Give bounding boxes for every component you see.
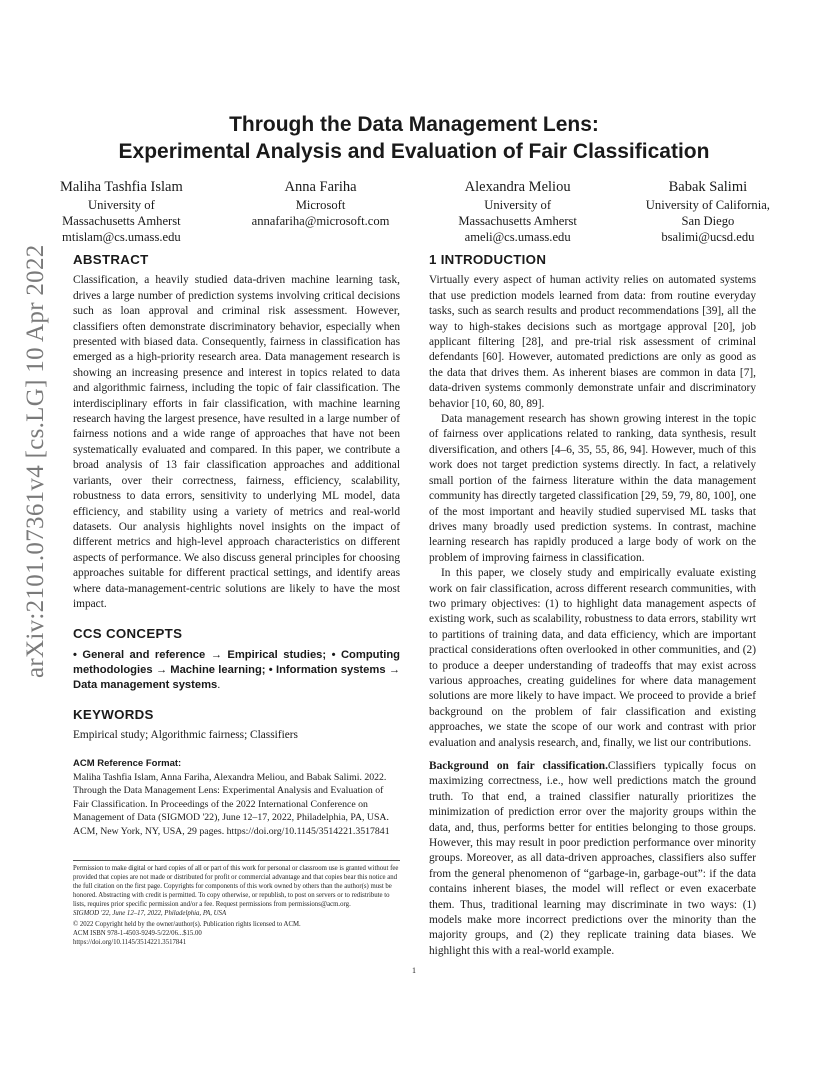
author-name: Maliha Tashfia Islam xyxy=(60,179,183,195)
intro-paragraph-2: Data management research has shown growing interest in the topic of fairness over applications related to ranking, data synthesis, result diversification, and others [4–6, 35, 55, 86, 94]. However, much of this work does not target prediction systems directly. In fact, a relatively small portion of the fairness literature within the data management community has directly targeted classification [29, 59, 79, 80, 100], one of the most important and heavily studied supervised ML tasks that drives many broadly used prediction systems. In contrast, machine learning research has rapidly produced a large body of work on the problem of improving fairness in classification. xyxy=(429,413,756,564)
doi-link[interactable]: https://doi.org/10.1145/3514221.3517841 xyxy=(73,939,187,947)
ccs-period: . xyxy=(217,678,221,691)
author-affiliation: Microsoft xyxy=(295,198,346,212)
abstract-heading: ABSTRACT xyxy=(73,252,149,267)
author-4 xyxy=(646,178,770,246)
copyright-line: © 2022 Copyright held by the owner/author(s). Publication rights licensed to ACM. xyxy=(73,921,301,929)
author-affiliation: San Diego xyxy=(681,214,735,229)
author-affiliation: Massachusetts Amherst xyxy=(62,214,181,229)
venue-line: SIGMOD '22, June 12–17, 2022, Philadelphia, PA, USA xyxy=(73,909,227,917)
author-name: Babak Salimi xyxy=(668,179,748,195)
author-affiliation: University of xyxy=(484,198,552,212)
right-column xyxy=(429,252,756,959)
author-name: Anna Fariha xyxy=(284,179,357,195)
author-block xyxy=(60,178,770,246)
arxiv-stamp: arXiv:2101.07361v4 [cs.LG] 10 Apr 2022 xyxy=(22,244,49,678)
author-1 xyxy=(60,178,183,246)
author-email[interactable]: annafariha@microsoft.com xyxy=(251,214,390,229)
author-affiliation: University of California, xyxy=(645,198,770,212)
background-text: Classifiers typically focus on maximizing correctness, i.e., how well predictions match the ground truth. To that end, a trained classifier naturally prioritizes the minimization of prediction error over the majority groups within the data, and, thus, performs better for entities belonging to those groups. However, this may result in poor prediction performance over minority groups. Moreover, as all data-driven approaches, classifiers also suffer from the general phenomenon of “garbage-in, garbage-out”: if the data contains inherent biases, the model will reflect or even exacerbate them. Thus, traditional learning may discriminate in two ways: (1) models make more incorrect predictions over the minority than the majority groups, and (2) they replicate training data biases. We highlight this with a real-world example. xyxy=(429,760,756,957)
author-email[interactable]: ameli@cs.umass.edu xyxy=(464,230,571,245)
keywords-heading: KEYWORDS xyxy=(73,706,154,722)
title-line-2: Experimental Analysis and Evaluation of Fair Classification xyxy=(118,140,710,163)
intro-paragraph-1: Virtually every aspect of human activity relies on automated systems that use prediction models learned from data: from routine everyday tasks, such as search results and product recommendations [39], all the way to high-stakes decisions such as mortgage approval [20], job applicant filtering [28], and pre-trial risk assessment of criminal defendants [60]. However, automated predictions are only as good as the data that drives them. As inherent biases are common in data [7], data-driven systems commonly demonstrate unfair and discriminatory behavior [10, 60, 80, 89]. xyxy=(429,274,756,410)
paper-title xyxy=(0,111,828,165)
background-heading: Background on fair classification. xyxy=(429,760,608,772)
acm-reference-text: Maliha Tashfia Islam, Anna Fariha, Alexandra Meliou, and Babak Salimi. 2022. Through the Data Management Lens: Experimental Analysis and Evaluation of Fair Classification. In Proceedings of the 2022 International Conference on Management of Data (SIGMOD '22), June 12–17, 2022, Philadelphia, PA, USA. ACM, New York, NY, USA, 29 pages. https://doi.org/10.1145/3514221.3517841 xyxy=(73,771,390,837)
isbn-line: ACM ISBN 978-1-4503-9249-5/22/06...$15.00 xyxy=(73,930,202,938)
author-affiliation: University of xyxy=(87,198,155,212)
copyright-footnote xyxy=(73,860,400,948)
author-email[interactable]: mtislam@cs.umass.edu xyxy=(62,230,181,245)
keywords-text: Empirical study; Algorithmic fairness; Classifiers xyxy=(73,729,298,742)
background-paragraph xyxy=(429,759,756,959)
intro-paragraph-3: In this paper, we closely study and empirically evaluate existing work on fair classification, across different research communities, with two primary objectives: (1) to highlight data management aspects of existing work, such as scalability, robustness to data errors, stability wrt to partitions of training data, and data efficiency, which are important practical considerations often overlooked in other communities, and (2) to produce a deeper understanding of tradeoffs that may exist across various approaches, creating guidelines for where data management solutions are more likely to have impact. We proceed to provide a brief background on the problem of fair classification and existing approaches, we state the scope of our work and contrast with prior evaluation and analysis research, and, finally, we list our contributions. xyxy=(429,567,756,749)
introduction-heading: 1 INTRODUCTION xyxy=(429,252,547,267)
acm-reference-heading: ACM Reference Format: xyxy=(73,757,182,769)
author-name: Alexandra Meliou xyxy=(464,179,571,195)
ccs-text: • General and reference → Empirical studies; • Computing methodologies → Machine learning; • Information systems → Data management systems xyxy=(73,648,400,691)
author-affiliation: Massachusetts Amherst xyxy=(458,214,577,229)
title-line-1: Through the Data Management Lens: xyxy=(229,113,599,136)
left-column xyxy=(73,252,400,838)
ccs-heading: CCS CONCEPTS xyxy=(73,626,183,642)
author-email[interactable]: bsalimi@ucsd.edu xyxy=(661,230,755,245)
permission-notice: Permission to make digital or hard copies of all or part of this work for personal or classroom use is granted without fee provided that copies are not made or distributed for profit or commercial advantage and that copies bear this notice and the full citation on the first page. Copyrights for components of this work owned by others than the author(s) must be honored. Abstracting with credit is permitted. To copy otherwise, or republish, to post on servers or to redistribute to lists, requires prior specific permission and/or a fee. Request permissions from permissions@acm.org. xyxy=(73,865,399,908)
author-2 xyxy=(252,178,390,246)
abstract-text: Classification, a heavily studied data-driven machine learning task, drives a large number of prediction systems involving critical decisions such as loan approval and criminal risk assessment. However, classifiers often demonstrate discriminatory behavior, especially when presented with biased data. Consequently, fairness in classification has emerged as a high-priority research area. Data management research is showing an increasing presence and interest in topics related to data and algorithmic fairness, including the topic of fair classification. The interdisciplinary efforts in fair classification, with machine learning research having the largest presence, have resulted in a large number of fairness notions and a wide range of approaches that have not been systematically evaluated and compared. In this paper, we contribute a broad analysis of 13 fair classification approaches and additional variants, over their correctness, fairness, efficiency, scalability, robustness to data errors, sensitivity to underlying ML model, data efficiency, and stability using a variety of metrics and real-world datasets. Our analysis highlights novel insights on the impact of different metrics and high-level approach characteristics on different aspects of performance. We also discuss general principles for choosing approaches suitable for different practical settings, and identify areas where data-management-centric solutions are likely to have the most impact. xyxy=(73,274,400,610)
author-3 xyxy=(458,178,577,246)
ccs-concepts xyxy=(73,648,400,693)
page-number: 1 xyxy=(412,966,416,975)
